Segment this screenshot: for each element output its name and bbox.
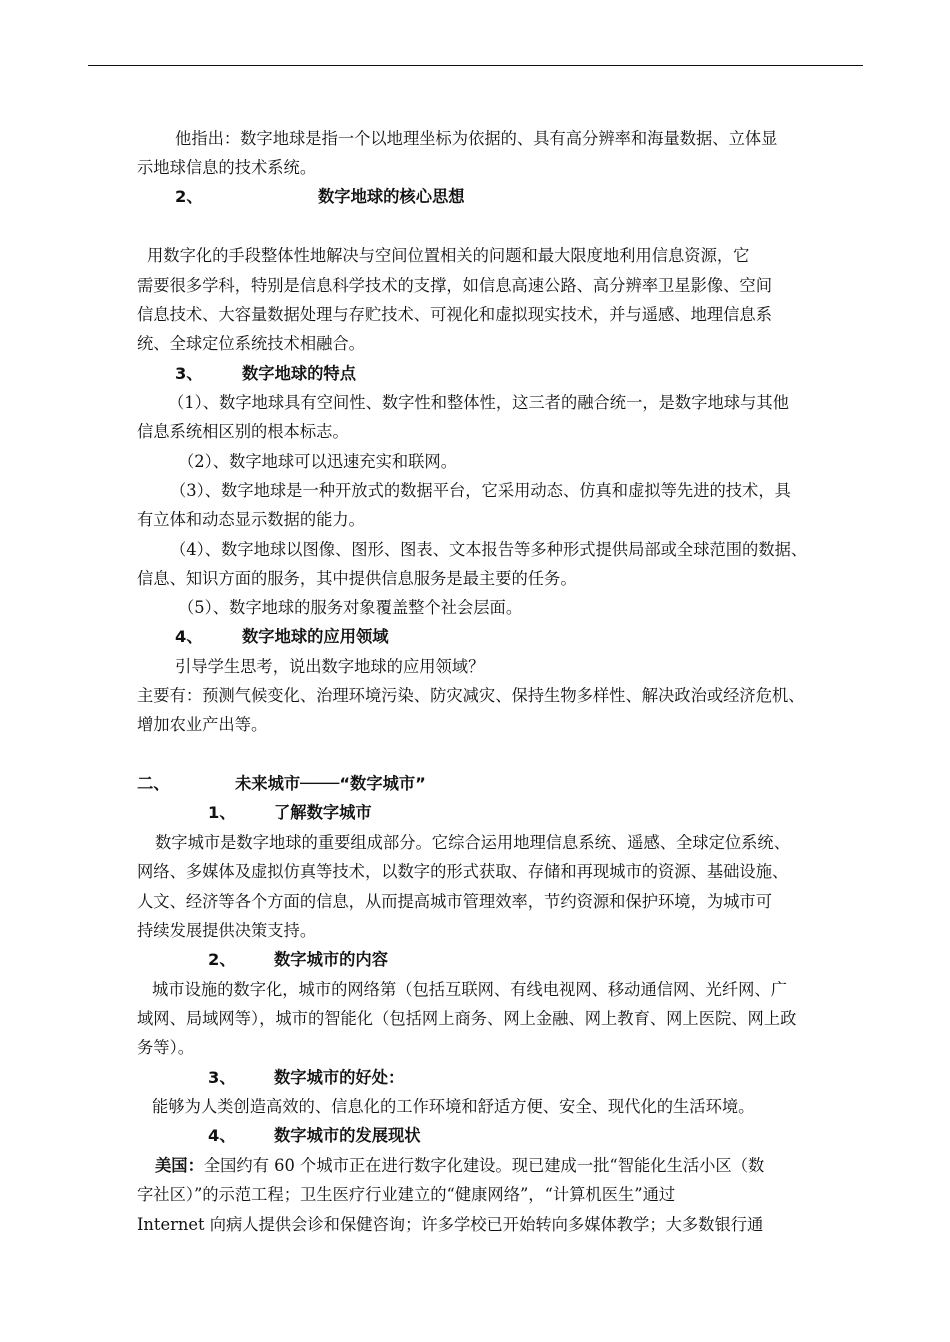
heading-number: 4、 [208,1126,236,1145]
heading-title: 数字地球的特点 [242,364,356,383]
heading-title: 数字地球的应用领域 [242,627,389,646]
heading-title: 数字城市的发展现状 [274,1126,421,1145]
text-line: 信息、知识方面的服务，其中提供信息服务是最主要的任务。 [137,569,577,588]
text-line: 用数字化的手段整体性地解决与空间位置相关的问题和最大限度地利用信息资源，它 [147,246,750,265]
heading-title: 未来城市────“数字城市” [235,774,426,793]
text-line: 主要有：预测气候变化、治理环境污染、防灾减灾、保持生物多样性、解决政治或经济危机、 [137,686,805,705]
text-line: 字社区）”的示范工程；卫生医疗行业建立的“健康网络”，“计算机医生”通过 [137,1185,676,1204]
heading-number: 3、 [175,364,203,383]
text-line: 务等）。 [137,1038,194,1057]
heading-number: 二、 [137,774,170,793]
text-line: 数字城市是数字地球的重要组成部分。它综合运用地理信息系统、遥感、全球定位系统、 [155,833,790,852]
heading-number: 2、 [208,950,236,969]
text-line: （2）、数字地球可以迅速充实和联网。 [178,452,457,471]
heading-title: 数字城市的好处： [274,1068,405,1087]
text-line: 增加农业产出等。 [137,715,268,734]
text-line: （4）、数字地球以图像、图形、图表、文本报告等多种形式提供局部或全球范围的数据、 [170,540,808,559]
text-line: 需要很多学科，特别是信息科学技术的支撑，如信息高速公路、高分辨率卫星影像、空间 [137,276,772,295]
text-line: 统、全球定位系统技术相融合。 [137,334,365,353]
heading-number: 4、 [175,627,203,646]
heading-title: 数字城市的内容 [274,950,388,969]
text-line: 示地球信息的技术系统。 [137,158,317,177]
text-line: 信息技术、大容量数据处理与存贮技术、可视化和虚拟现实技术，并与遥感、地理信息系 [137,305,772,324]
usa-text: 全国约有 60 个城市正在进行数字化建设。现已建成一批“智能化生活小区（数 [203,1156,765,1175]
text-line: （1）、数字地球具有空间性、数字性和整体性，这三者的融合统一，是数字地球与其他 [168,393,789,412]
usa-paragraph-line [155,1151,764,1181]
text-line: 网络、多媒体及虚拟仿真等技术，以数字的形式获取、存储和再现城市的资源、基础设施、 [137,862,789,881]
text-line: 信息系统相区别的根本标志。 [137,422,349,441]
heading-number: 2、 [175,187,203,206]
text-line: 有立体和动态显示数据的能力。 [137,510,365,529]
text-line: 引导学生思考，说出数字地球的应用领域？ [175,657,485,676]
text-line: （5）、数字地球的服务对象覆盖整个社会层面。 [178,598,523,617]
usa-label: 美国： [155,1156,204,1175]
heading-number: 3、 [208,1068,236,1087]
heading-number: 1、 [208,803,236,822]
text-line: 他指出：数字地球是指一个以地理坐标为依据的、具有高分辨率和海量数据、立体显 [175,129,778,148]
text-line: 域网、局域网等），城市的智能化（包括网上商务、网上金融、网上教育、网上医院、网上政 [137,1009,797,1028]
text-line: Internet 向病人提供会诊和保健咨询；许多学校已开始转向多媒体教学；大多数银行通 [137,1215,764,1234]
text-line: 持续发展提供决策支持。 [137,921,317,940]
heading-title: 了解数字城市 [274,803,372,822]
text-line: （3）、数字地球是一种开放式的数据平台，它采用动态、仿真和虚拟等先进的技术，具 [170,481,791,500]
text-line: 城市设施的数字化，城市的网络第（包括互联网、有线电视网、移动通信网、光纤网、广 [152,980,787,999]
text-line: 人文、经济等各个方面的信息，从而提高城市管理效率，节约资源和保护环境，为城市可 [137,892,772,911]
text-line: 能够为人类创造高效的、信息化的工作环境和舒适方便、安全、现代化的生活环境。 [152,1097,755,1116]
heading-title: 数字地球的核心思想 [318,187,465,206]
header-rule [88,65,863,66]
